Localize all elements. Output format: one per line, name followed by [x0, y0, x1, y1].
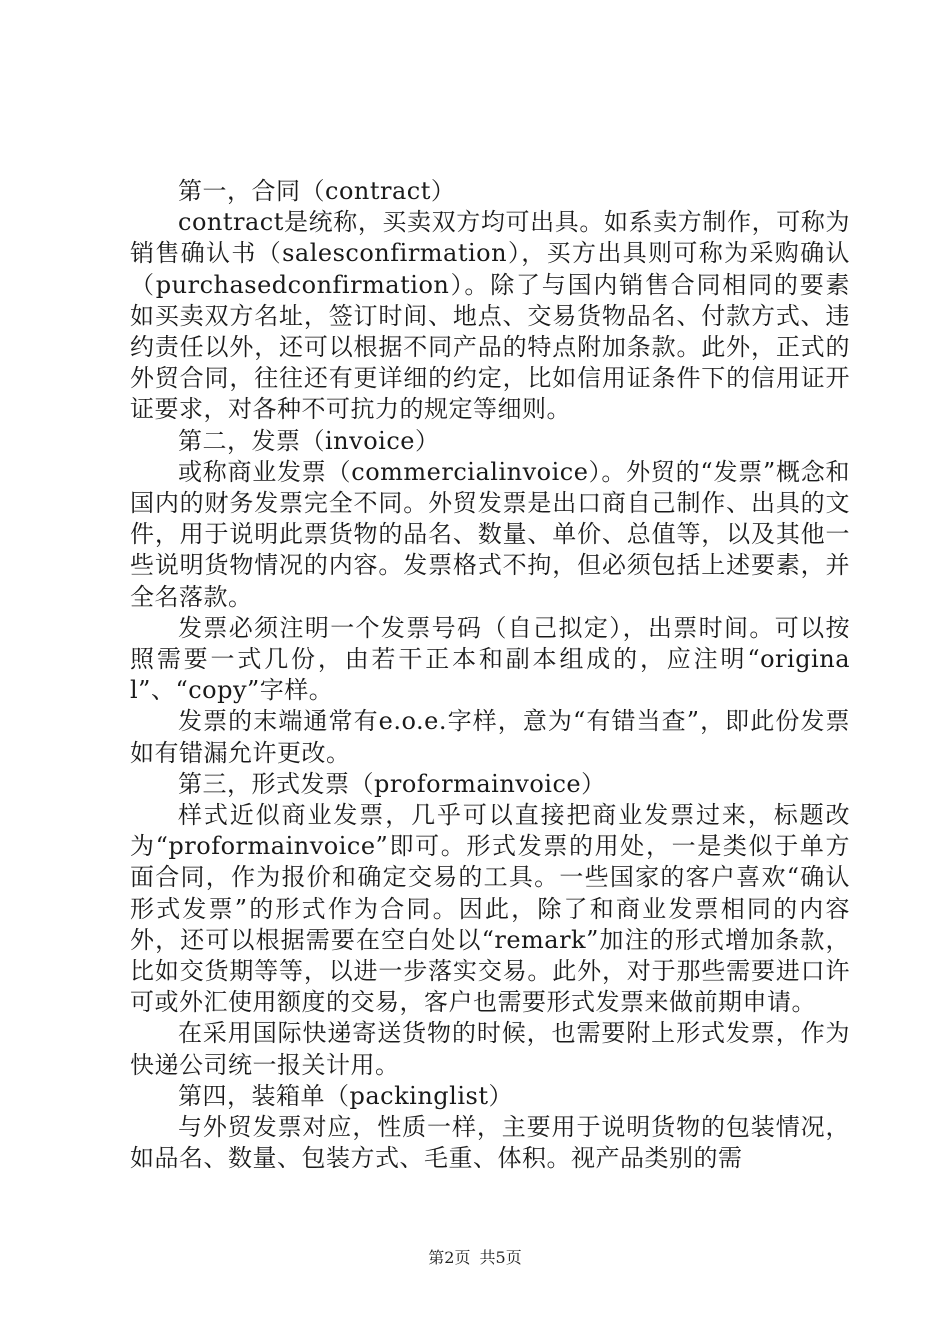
page-footer	[0, 1245, 950, 1268]
document-body	[130, 176, 850, 1175]
section-heading-invoice: 第二，发票（invoice）	[178, 426, 440, 455]
paragraph-invoice-3: 发票的末端通常有e.o.e.字样，意为“有错当查”，即此份发票如有错漏允许更改。	[130, 707, 850, 767]
section-heading-contract: 第一，合同（contract）	[178, 177, 456, 205]
page-total: 共5页	[479, 1248, 522, 1267]
paragraph-proforma-1: 样式近似商业发票，几乎可以直接把商业发票过来，标题改为“proformainvoice”即可。形式发票的用处，一是类似于单方面合同，作为报价和确定交易的工具。一些国家的客户喜欢“确认形式发票”的形式作为合同。因此，除了和商业发票相同的内容外，还可以根据需要在空白处以“remark”加注的形式增加条款，比如交货期等等，以进一步落实交易。此外，对于那些需要进口许可或外汇使用额度的交易，客户也需要形式发票来做前期申请。	[130, 801, 850, 1017]
paragraph-proforma-2: 在采用国际快递寄送货物的时候，也需要附上形式发票，作为快递公司统一报关计用。	[130, 1019, 850, 1079]
paragraph-invoice-1: 或称商业发票（commercialinvoice）。外贸的“发票”概念和国内的财务发票完全不同。外贸发票是出口商自己制作、出具的文件，用于说明此票货物的品名、数量、单价、总值等，以及其他一些说明货物情况的内容。发票格式不拘，但必须包括上述要素，并全名落款。	[130, 457, 850, 611]
paragraph-contract: contract是统称，买卖双方均可出具。如系卖方制作，可称为销售确认书（salesconfirmation），买方出具则可称为采购确认（purchasedconfirmation）。除了与国内销售合同相同的要素如买卖双方名址，签订时间、地点、交易货物品名、付款方式、违约责任以外，还可以根据不同产品的特点附加条款。此外，正式的外贸合同，往往还有更详细的约定，比如信用证条件下的信用证开证要求，对各种不可抗力的规定等细则。	[130, 208, 850, 424]
section-heading-proforma: 第三，形式发票（proformainvoice）	[178, 769, 606, 798]
section-heading-packinglist: 第四，装箱单（packinglist）	[178, 1081, 513, 1110]
page-number: 第2页	[428, 1248, 471, 1267]
paragraph-invoice-2: 发票必须注明一个发票号码（自己拟定），出票时间。可以按照需要一式几份，由若干正本和副本组成的，应注明“original”、“copy”字样。	[130, 613, 850, 705]
paragraph-packinglist: 与外贸发票对应，性质一样，主要用于说明货物的包装情况，如品名、数量、包装方式、毛重、体积。视产品类别的需	[130, 1113, 850, 1173]
